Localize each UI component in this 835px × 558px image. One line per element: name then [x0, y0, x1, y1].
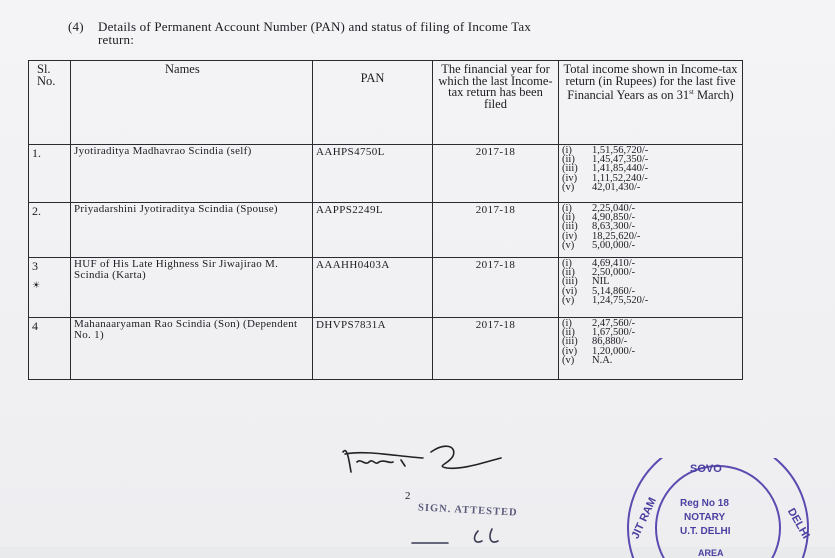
income-amount: 4,90,850/-	[592, 212, 636, 224]
income-year-label: (i)	[562, 203, 572, 214]
income-amount: N.A.	[592, 354, 613, 366]
income-year-label: (v)	[562, 239, 575, 251]
income-line	[562, 232, 739, 241]
income-amount: 5,00,000/-	[592, 239, 636, 251]
income-line	[562, 268, 739, 277]
income-line	[562, 155, 739, 164]
svg-text:U.T. DELHI: U.T. DELHI	[680, 526, 731, 537]
income-year-label: (iv)	[562, 230, 578, 242]
income-year-label: (vi)	[562, 285, 578, 297]
svg-text:Reg No 18: Reg No 18	[680, 498, 729, 509]
income-year-label: (iii)	[562, 221, 578, 233]
income-line	[562, 347, 739, 356]
income-line	[562, 296, 739, 305]
sl-number: 1.	[32, 146, 41, 160]
income-line	[562, 319, 739, 328]
income-year-label: (i)	[562, 318, 572, 329]
income-year-label: (i)	[562, 145, 572, 156]
income-amount: 2,25,040/-	[592, 203, 636, 214]
income-amount: 2,47,560/-	[592, 318, 636, 329]
header-sl-line2: No.	[37, 73, 56, 88]
section-title-line2: return:	[98, 32, 135, 47]
sl-number: 4	[32, 319, 38, 333]
income-year-label: (i)	[562, 258, 572, 269]
income-year-label: (iv)	[562, 345, 578, 357]
row-income-list	[559, 145, 743, 203]
income-amount: 1,67,500/-	[592, 327, 636, 339]
table-row	[29, 318, 743, 380]
header-sl-no	[29, 61, 71, 145]
row-sl-no	[29, 203, 71, 258]
income-line	[562, 337, 739, 346]
row-financial-year: 2017-18	[433, 145, 559, 203]
income-line	[562, 213, 739, 222]
header-financial-year: The financial year for which the last Income-tax return has been filed	[433, 61, 559, 145]
row-sl-no	[29, 145, 71, 203]
row-income-list	[559, 318, 743, 380]
income-line	[562, 287, 739, 296]
row-pan: DHVPS7831A	[313, 318, 433, 380]
row-sl-no	[29, 258, 71, 318]
header-income-text: Total income shown in Income-tax return (in Rupees) for the last five Financial Years as on 31	[563, 62, 738, 103]
row-name: Jyotiraditya Madhavrao Scindia (self)	[71, 145, 313, 203]
income-amount: 1,45,47,350/-	[592, 154, 649, 166]
svg-text:SOVO: SOVO	[690, 463, 722, 475]
row-pan: AAAHH0403A	[313, 258, 433, 318]
sl-mark: ☀	[32, 280, 41, 290]
income-line	[562, 174, 739, 183]
income-line	[562, 164, 739, 173]
income-line	[562, 146, 739, 155]
income-amount: NIL	[592, 276, 610, 288]
income-year-label: (ii)	[562, 212, 575, 224]
income-year-label: (ii)	[562, 327, 575, 339]
income-line	[562, 356, 739, 365]
handwritten-signature	[335, 432, 505, 484]
income-year-label: (iii)	[562, 336, 578, 348]
income-line	[562, 259, 739, 268]
header-income-post: March)	[696, 88, 734, 103]
income-year-label: (iii)	[562, 163, 578, 175]
section-number: (4)	[68, 19, 84, 34]
income-line	[562, 328, 739, 337]
income-year-label: (ii)	[562, 154, 575, 166]
income-amount: 1,51,56,720/-	[592, 145, 649, 156]
income-line	[562, 183, 739, 192]
income-year-label: (ii)	[562, 267, 575, 279]
income-line	[562, 277, 739, 286]
table-header-row	[29, 61, 743, 145]
income-year-label: (v)	[562, 354, 575, 366]
table-row	[29, 145, 743, 203]
attested-stamp-text: SIGN. ATTESTED	[417, 502, 518, 519]
income-amount: 4,69,410/-	[592, 258, 636, 269]
row-name: Priyadarshini Jyotiraditya Scindia (Spouse)	[71, 203, 313, 258]
income-line	[562, 204, 739, 213]
income-line	[562, 241, 739, 250]
header-income-sup: st	[689, 88, 694, 96]
header-pan: PAN	[313, 61, 433, 145]
income-amount: 1,24,75,520/-	[592, 294, 649, 306]
row-financial-year: 2017-18	[433, 258, 559, 318]
income-year-label: (iii)	[562, 276, 578, 288]
income-amount: 1,20,000/-	[592, 345, 636, 357]
income-year-label: (v)	[562, 294, 575, 306]
income-amount: 5,14,860/-	[592, 285, 636, 297]
pan-details-table	[28, 60, 743, 380]
header-sl-line1: Sl.	[37, 62, 51, 76]
income-amount: 8,63,300/-	[592, 221, 636, 233]
attested-signature	[408, 523, 558, 547]
svg-text:AREA: AREA	[698, 548, 724, 558]
svg-text:DELHI: DELHI	[784, 506, 812, 541]
income-amount: 2,50,000/-	[592, 267, 636, 279]
header-names: Names	[71, 61, 313, 145]
income-year-label: (v)	[562, 181, 575, 193]
row-financial-year: 2017-18	[433, 203, 559, 258]
row-name: HUF of His Late Highness Sir Jiwajirao M. Scindia (Karta)	[71, 258, 313, 318]
header-total-income	[559, 61, 743, 145]
row-pan: AAPPS2249L	[313, 203, 433, 258]
row-income-list	[559, 203, 743, 258]
row-income-list	[559, 258, 743, 318]
notary-seal	[618, 458, 818, 558]
sl-number: 2.	[32, 204, 41, 218]
section-heading	[68, 20, 758, 46]
row-financial-year: 2017-18	[433, 318, 559, 380]
income-amount: 42,01,430/-	[592, 181, 641, 193]
svg-text:NOTARY: NOTARY	[684, 512, 726, 523]
income-amount: 86,880/-	[592, 336, 628, 348]
page-number: 2	[405, 490, 411, 502]
svg-text:JIT RAM: JIT RAM	[629, 495, 659, 541]
income-amount: 18,25,620/-	[592, 230, 641, 242]
income-year-label: (iv)	[562, 172, 578, 184]
table-row	[29, 203, 743, 258]
income-amount: 1,41,85,440/-	[592, 163, 649, 175]
sl-number: 3	[32, 259, 38, 273]
row-sl-no	[29, 318, 71, 380]
table-row	[29, 258, 743, 318]
section-title-line1: Details of Permanent Account Number (PAN) and status of filing of Income Tax	[98, 19, 532, 34]
income-line	[562, 222, 739, 231]
row-pan: AAHPS4750L	[313, 145, 433, 203]
row-name: Mahanaaryaman Rao Scindia (Son) (Dependent No. 1)	[71, 318, 313, 380]
income-amount: 1,11,52,240/-	[592, 172, 648, 184]
